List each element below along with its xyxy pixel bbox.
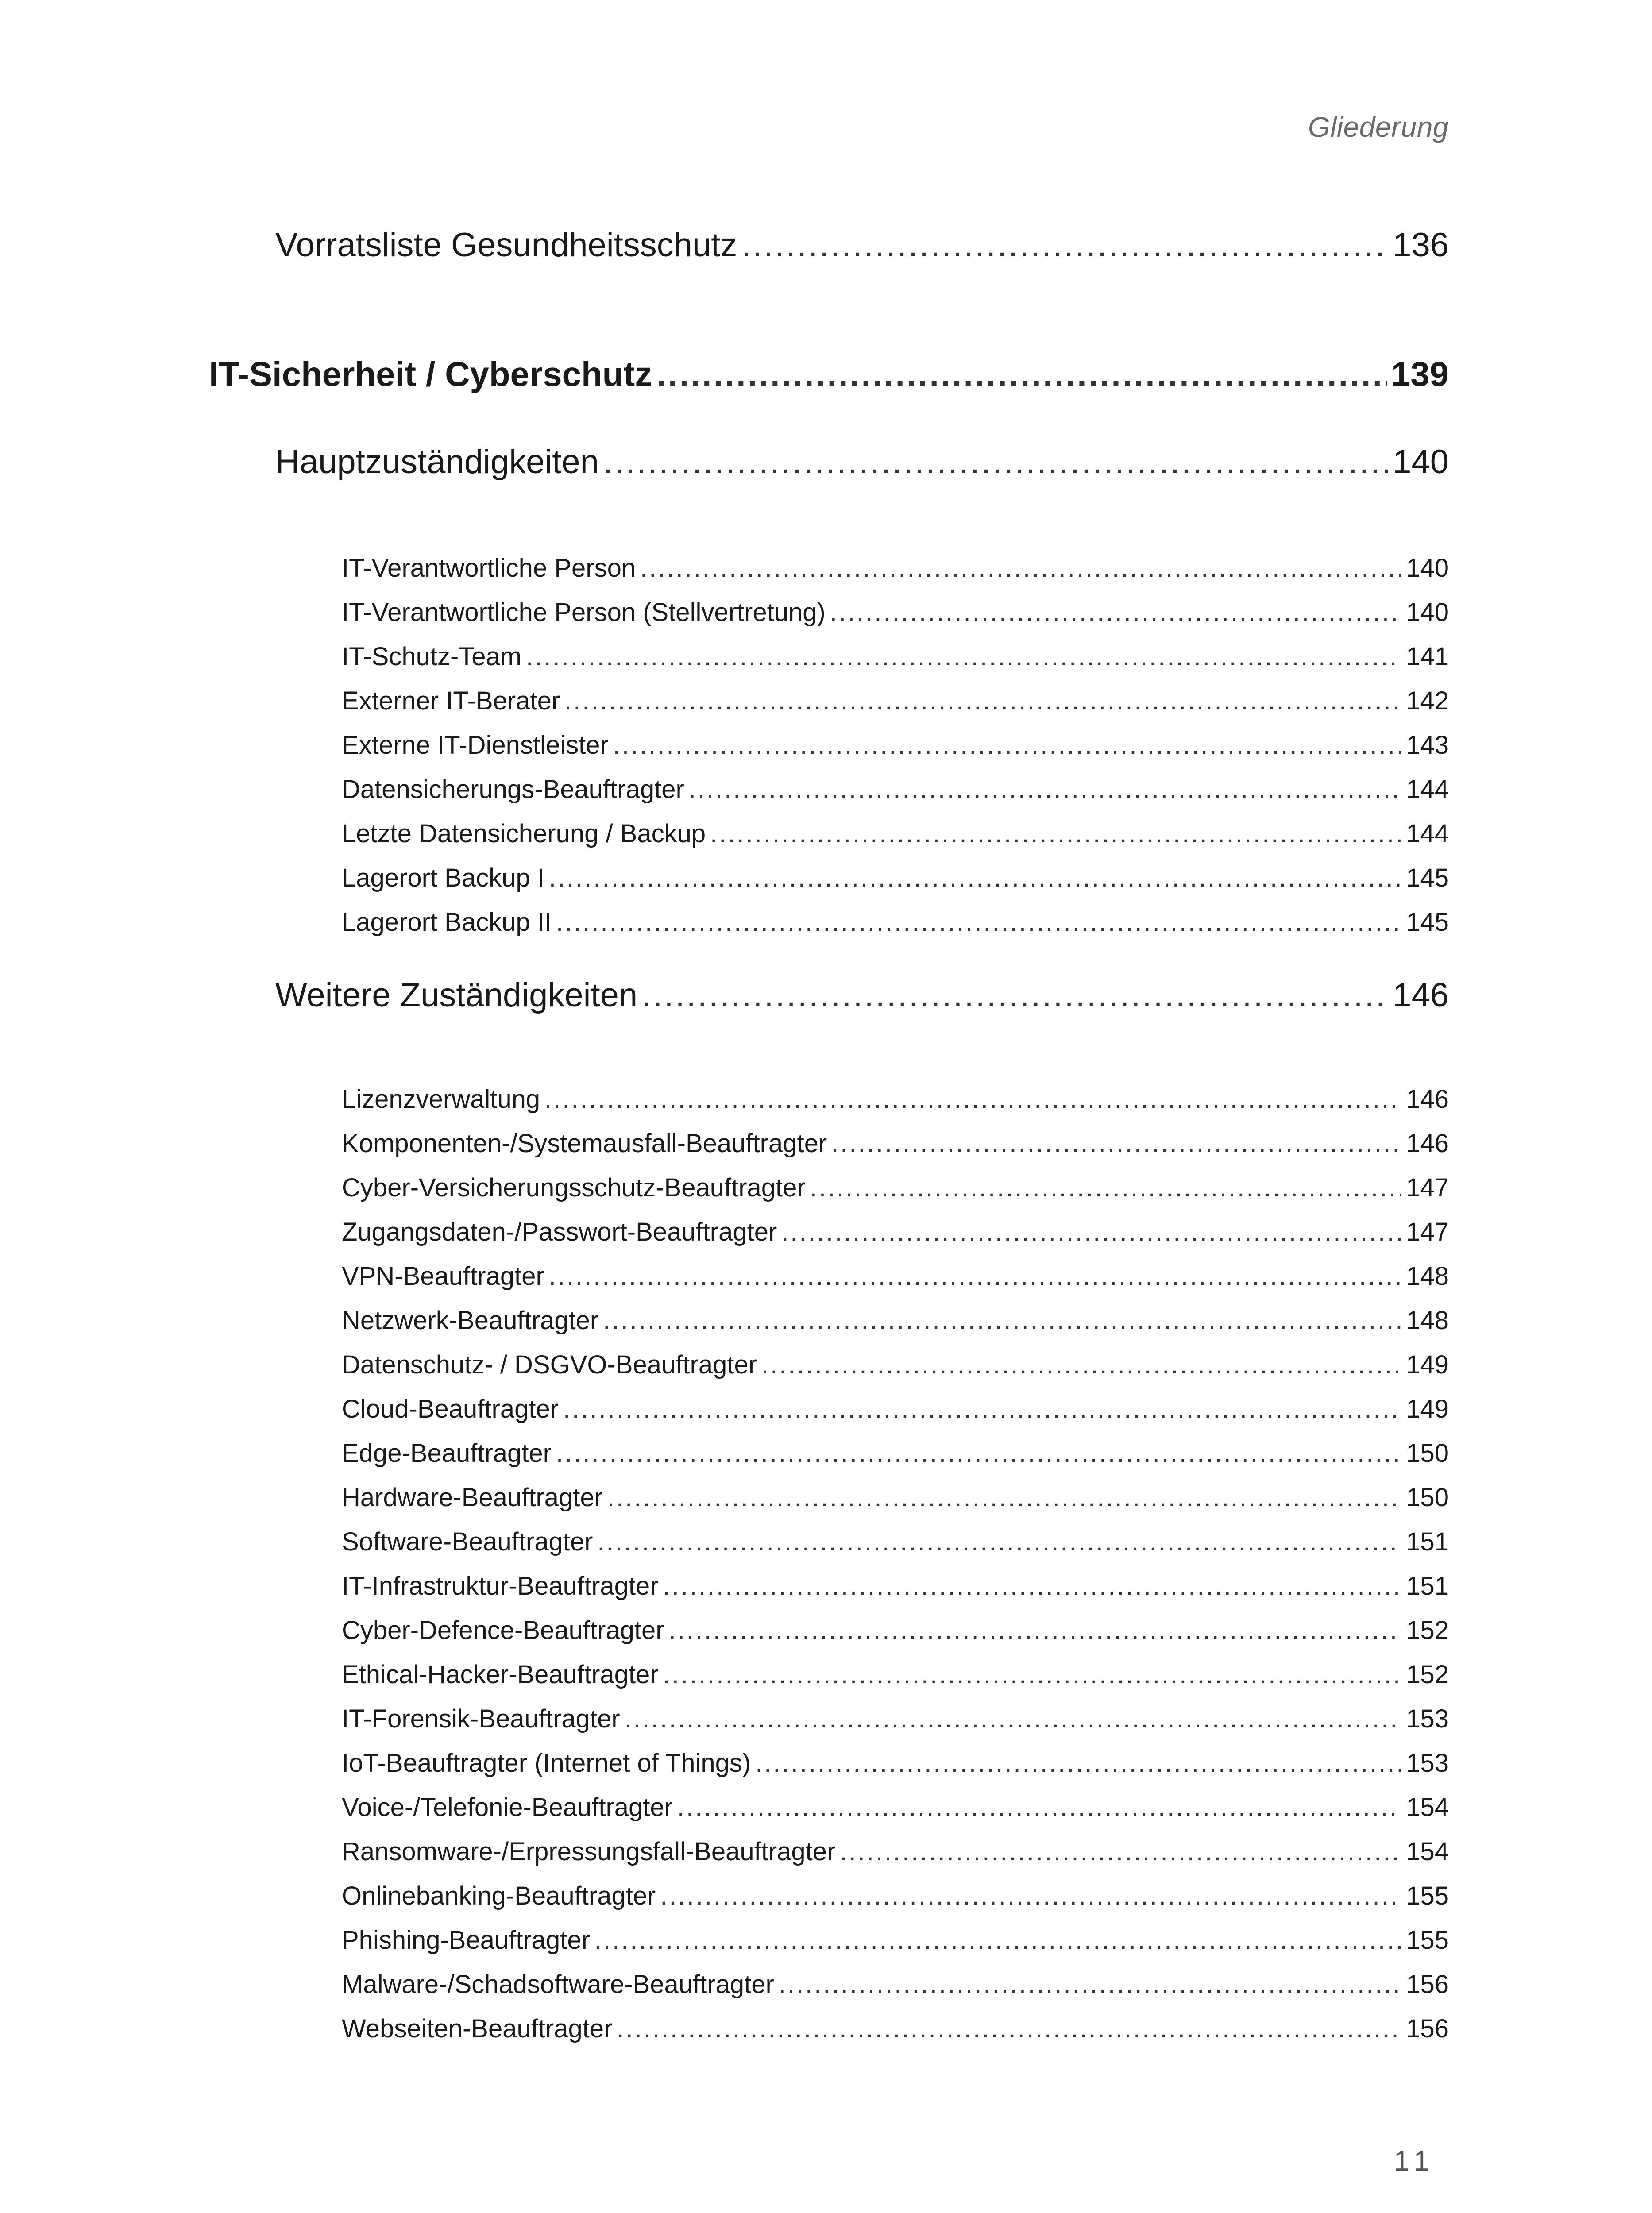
toc-entry xyxy=(342,730,1449,760)
dot-leader xyxy=(607,1483,1401,1512)
toc-entry xyxy=(342,1527,1449,1557)
dot-leader xyxy=(669,1615,1402,1645)
toc-entry-title: Externe IT-Dienstleister xyxy=(342,731,609,760)
toc-entry-title: Zugangsdaten-/Passwort-Beauftragter xyxy=(342,1218,777,1246)
toc-entry xyxy=(342,1704,1449,1734)
dot-leader xyxy=(597,1527,1401,1557)
toc-entry-title: Weitere Zuständigkeiten xyxy=(275,976,638,1014)
toc-entry-page: 149 xyxy=(1406,1350,1449,1379)
toc-entry-page: 154 xyxy=(1406,1837,1449,1866)
toc-entry-page: 136 xyxy=(1393,226,1449,264)
dot-leader xyxy=(613,730,1401,760)
toc-entry-page: 144 xyxy=(1406,775,1449,804)
toc-entry-title: Externer IT-Berater xyxy=(342,686,560,715)
toc-entry-title: VPN-Beauftragter xyxy=(342,1262,544,1291)
dot-leader xyxy=(663,1571,1402,1601)
toc-entry-page: 150 xyxy=(1406,1483,1449,1512)
toc-entry xyxy=(342,642,1449,671)
toc-entry-title: IT-Schutz-Team xyxy=(342,642,522,671)
toc-entry xyxy=(342,598,1449,627)
toc-entry-title: IT-Forensik-Beauftragter xyxy=(342,1704,620,1733)
toc-entry xyxy=(342,819,1449,848)
toc-entry-title: Ransomware-/Erpressungsfall-Beauftragter xyxy=(342,1837,836,1866)
toc-entry xyxy=(342,1438,1449,1468)
toc-entry-page: 156 xyxy=(1406,2014,1449,2043)
toc-entry-page: 140 xyxy=(1406,554,1449,582)
toc-entry xyxy=(342,1483,1449,1512)
toc-entry xyxy=(342,553,1449,583)
toc-entry-page: 139 xyxy=(1391,355,1449,393)
dot-leader xyxy=(840,1837,1401,1866)
toc-entry-page: 152 xyxy=(1406,1616,1449,1645)
toc-entry-page: 140 xyxy=(1406,598,1449,627)
toc-entry-title: Lizenzverwaltung xyxy=(342,1085,540,1114)
toc-entry-title: Hauptzuständigkeiten xyxy=(275,443,599,481)
toc-entry xyxy=(342,863,1449,893)
toc-entry-page: 145 xyxy=(1406,864,1449,892)
toc-entry-title: Hardware-Beauftragter xyxy=(342,1483,603,1512)
dot-leader xyxy=(556,1438,1401,1468)
toc-entry-title: Edge-Beauftragter xyxy=(342,1439,552,1468)
dot-leader xyxy=(663,1660,1402,1689)
toc-entry-page: 148 xyxy=(1406,1262,1449,1291)
dot-leader xyxy=(549,1261,1401,1291)
dot-leader xyxy=(563,1394,1401,1424)
toc-entry-page: 150 xyxy=(1406,1439,1449,1468)
toc-entry-page: 147 xyxy=(1406,1173,1449,1202)
dot-leader xyxy=(779,1970,1401,1999)
toc-entry-title: Voice-/Telefonie-Beauftragter xyxy=(342,1793,673,1822)
toc-entry xyxy=(275,976,1449,1014)
toc-entry xyxy=(342,1571,1449,1601)
toc-entry-page: 151 xyxy=(1406,1527,1449,1556)
toc-entry-page: 151 xyxy=(1406,1572,1449,1600)
toc-entry-page: 142 xyxy=(1406,686,1449,715)
dot-leader xyxy=(677,1793,1401,1822)
toc-entry-title: Onlinebanking-Beauftragter xyxy=(342,1881,656,1910)
dot-leader xyxy=(755,1748,1401,1778)
dot-leader xyxy=(640,553,1401,583)
toc-entry xyxy=(342,1970,1449,1999)
toc-entry xyxy=(342,1350,1449,1380)
toc-entry-page: 140 xyxy=(1393,443,1449,481)
toc-entry-page: 149 xyxy=(1406,1395,1449,1423)
toc-entry xyxy=(342,2014,1449,2043)
toc-entry-title: Lagerort Backup I xyxy=(342,864,544,892)
dot-leader xyxy=(642,976,1388,1014)
toc-entry xyxy=(342,1084,1449,1114)
dot-leader xyxy=(544,1084,1401,1114)
toc-entry-page: 147 xyxy=(1406,1218,1449,1246)
toc-entry-title: Cyber-Versicherungsschutz-Beauftragter xyxy=(342,1173,806,1202)
toc-entry-title: Datenschutz- / DSGVO-Beauftragter xyxy=(342,1350,757,1379)
toc-entry xyxy=(342,1660,1449,1689)
toc-entry xyxy=(275,226,1449,264)
toc-entry xyxy=(342,1173,1449,1203)
toc-entry-page: 154 xyxy=(1406,1793,1449,1822)
dot-leader xyxy=(625,1704,1402,1734)
toc-entry xyxy=(342,1793,1449,1822)
toc-entry-title: Ethical-Hacker-Beauftragter xyxy=(342,1660,659,1689)
toc-entry-title: Software-Beauftragter xyxy=(342,1527,593,1556)
toc-entry-title: Lagerort Backup II xyxy=(342,908,552,937)
dot-leader xyxy=(660,1881,1401,1911)
toc-entry xyxy=(342,1129,1449,1158)
toc-entry-page: 153 xyxy=(1406,1704,1449,1733)
toc-entry-title: Letzte Datensicherung / Backup xyxy=(342,819,706,848)
dot-leader xyxy=(761,1350,1401,1380)
toc-entry xyxy=(342,1615,1449,1645)
toc-entry xyxy=(342,1881,1449,1911)
toc-entry-page: 148 xyxy=(1406,1306,1449,1335)
toc-entry xyxy=(275,443,1449,481)
toc-entry xyxy=(342,1217,1449,1247)
dot-leader xyxy=(710,819,1401,848)
dot-leader xyxy=(603,1306,1401,1335)
dot-leader xyxy=(556,907,1401,937)
page-number: 11 xyxy=(1393,2145,1436,2177)
toc-entry xyxy=(342,1837,1449,1866)
toc-entry-title: IT-Sicherheit / Cyberschutz xyxy=(209,355,652,393)
toc-entry-page: 152 xyxy=(1406,1660,1449,1689)
toc-entry-title: Webseiten-Beauftragter xyxy=(342,2014,613,2043)
toc-entry-page: 143 xyxy=(1406,731,1449,760)
toc-entry xyxy=(342,686,1449,716)
dot-leader xyxy=(526,642,1401,671)
toc-entry-page: 146 xyxy=(1406,1129,1449,1158)
toc-entry-title: Datensicherungs-Beauftragter xyxy=(342,775,684,804)
running-header: Gliederung xyxy=(1308,111,1449,143)
dot-leader xyxy=(656,354,1387,394)
toc-entry xyxy=(342,1394,1449,1424)
toc-entry xyxy=(342,1261,1449,1291)
dot-leader xyxy=(594,1925,1401,1955)
toc-entry-title: IoT-Beauftragter (Internet of Things) xyxy=(342,1749,751,1777)
toc-entry-title: Malware-/Schadsoftware-Beauftragter xyxy=(342,1970,774,1999)
toc-entry-title: Vorratsliste Gesundheitsschutz xyxy=(275,226,737,264)
dot-leader xyxy=(741,226,1388,264)
dot-leader xyxy=(831,1129,1401,1158)
dot-leader xyxy=(689,775,1401,804)
dot-leader xyxy=(810,1173,1402,1203)
toc-entry-title: Komponenten-/Systemausfall-Beauftragter xyxy=(342,1129,827,1158)
toc-entry-page: 144 xyxy=(1406,819,1449,848)
dot-leader xyxy=(830,598,1401,627)
toc-entry-page: 141 xyxy=(1406,642,1449,671)
toc-entry xyxy=(209,354,1449,394)
dot-leader xyxy=(781,1217,1401,1247)
dot-leader xyxy=(617,2014,1402,2043)
toc-entry-page: 155 xyxy=(1406,1926,1449,1955)
dot-leader xyxy=(564,686,1401,716)
toc-entry-page: 145 xyxy=(1406,908,1449,937)
toc-entry xyxy=(342,1748,1449,1778)
toc-entry-page: 146 xyxy=(1406,1085,1449,1114)
dot-leader xyxy=(549,863,1401,893)
toc-entry-title: IT-Infrastruktur-Beauftragter xyxy=(342,1572,659,1600)
toc-entry-title: IT-Verantwortliche Person (Stellvertretung) xyxy=(342,598,826,627)
toc-entry-title: Phishing-Beauftragter xyxy=(342,1926,590,1955)
toc-entry xyxy=(342,907,1449,937)
toc-entry-page: 146 xyxy=(1393,976,1449,1014)
dot-leader xyxy=(603,443,1388,481)
toc-entry xyxy=(342,1306,1449,1335)
toc-entry-page: 155 xyxy=(1406,1881,1449,1910)
toc-entry-title: Cyber-Defence-Beauftragter xyxy=(342,1616,664,1645)
toc-entry-title: Cloud-Beauftragter xyxy=(342,1395,559,1423)
toc-entry-title: IT-Verantwortliche Person xyxy=(342,554,636,582)
toc-entry xyxy=(342,775,1449,804)
toc-entry xyxy=(342,1925,1449,1955)
toc-entry-title: Netzwerk-Beauftragter xyxy=(342,1306,599,1335)
toc-entry-page: 156 xyxy=(1406,1970,1449,1999)
toc-entry-page: 153 xyxy=(1406,1749,1449,1777)
